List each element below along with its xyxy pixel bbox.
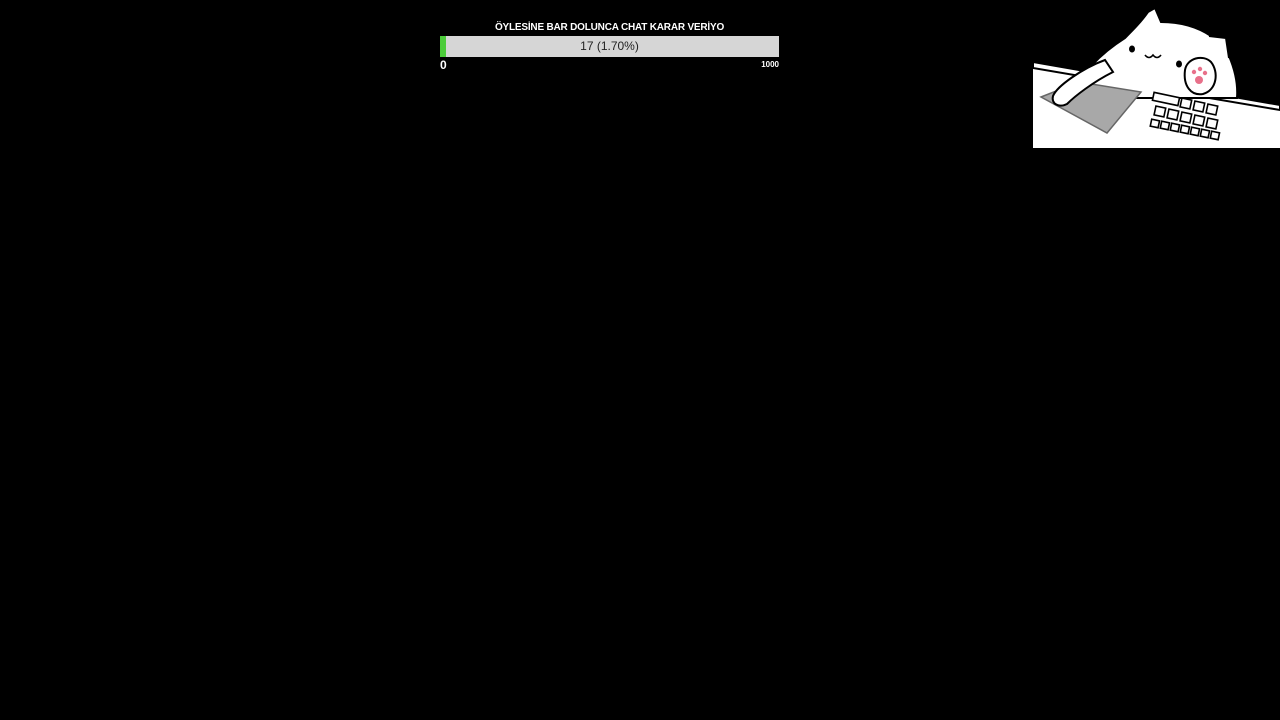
goal-title: ÖYLESİNE BAR DOLUNCA CHAT KARAR VERİYO <box>494 22 725 33</box>
bongo-cat-icon <box>1033 0 1280 148</box>
goal-progress-value: 17 (1.70%) <box>580 39 639 53</box>
goal-min-label: 0 <box>440 58 447 72</box>
goal-progress-widget <box>440 20 779 74</box>
goal-max-label: 1000 <box>761 60 779 69</box>
goal-progress-bar <box>440 36 779 57</box>
